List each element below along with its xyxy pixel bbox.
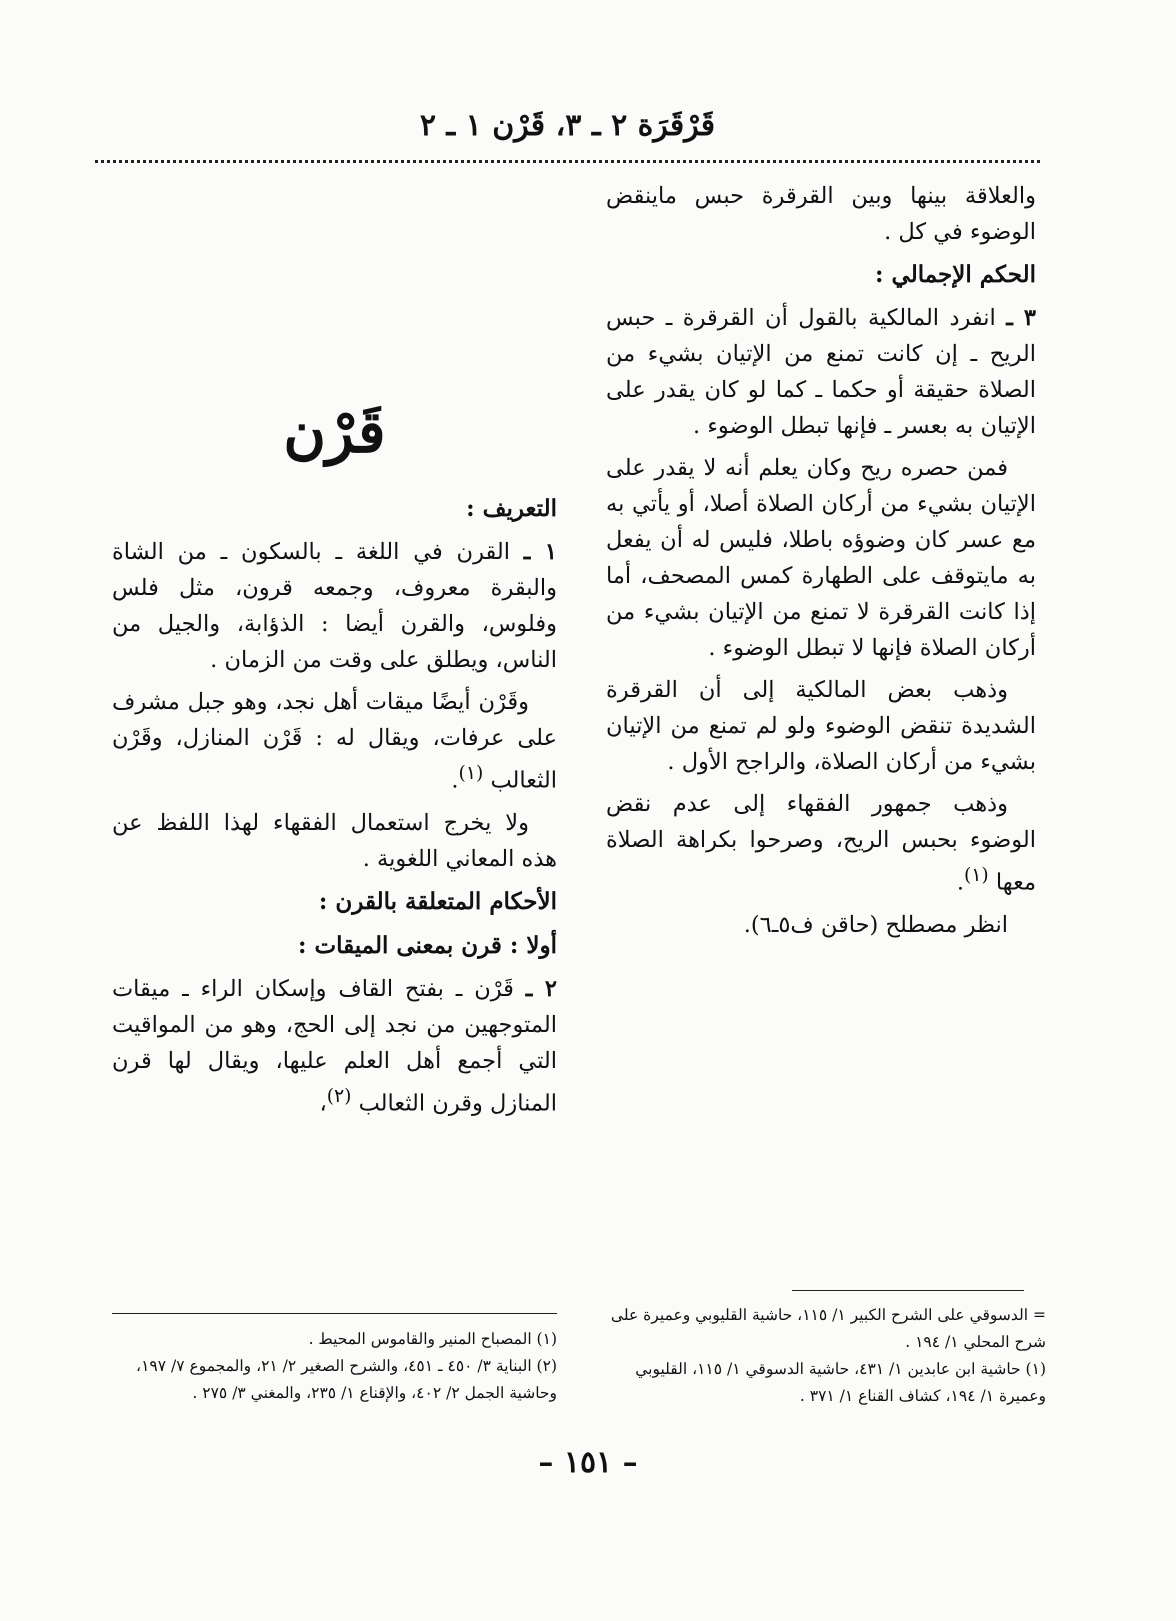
- paragraph: [112, 534, 557, 678]
- page-number: – ١٥١ –: [538, 1445, 638, 1480]
- paragraph: فمن حصره ريح وكان يعلم أنه لا يقدر على الإتيان بشيء من أركان الصلاة أصلا، أو يأتي به مع عسر كان وضوؤه باطلا، فليس له أن يفعل به مايتوقف على الطهارة كمس المصحف، أما إذا كانت القرقرة لا تمنع من الإتيان بشيء من أركان الصلاة فإنها لا تبطل الوضوء .: [606, 455, 1036, 661]
- footnote: (١) حاشية ابن عابدين ١/ ٤٣١، حاشية الدسوقي ١/ ١١٥، القليوبي وعميرة ١/ ١٩٤، كشاف القناع ١/ ٣٧١ .: [635, 1360, 1046, 1405]
- paragraph: انظر مصطلح (حاقن ف٥ـ٦).: [743, 911, 1008, 938]
- section-heading: التعريف :: [466, 495, 557, 522]
- subsection-heading: أولا : قرن بمعنى الميقات :: [297, 931, 557, 959]
- paragraph: ولا يخرج استعمال الفقهاء لهذا اللفظ عن هذه المعاني اللغوية .: [112, 809, 557, 872]
- header-dotted-rule: [95, 160, 1040, 163]
- running-header: قَرْقَرَة ٢ ـ ٣، قَرْن ١ ـ ٢: [419, 108, 716, 143]
- paragraph-text: وقَرْن أيضًا ميقات أهل نجد، وهو جبل مشرف على عرفات، ويقال له : قَرْن المنازل، وقَرْن الثعالب: [112, 689, 557, 794]
- paragraph: وقَرْن أيضًا ميقات أهل نجد، وهو جبل مشرف على عرفات، ويقال له : قَرْن المنازل، وقَرْن الثعالب $^{(١)}$.: [112, 689, 557, 794]
- paragraph-number: ٢ ـ: [525, 975, 557, 1002]
- paragraph-text: القرن في اللغة ـ بالسكون ـ من الشاة والبقرة معروف، وجمعه قرون، مثل فلس وفلوس، والقرن أيضا : الذؤابة، والجيل من الناس، ويطلق على وقت من الزمان .: [112, 539, 557, 673]
- footnote-divider: [112, 1313, 557, 1314]
- paragraph: والعلاقة بينها وبين القرقرة حبس ماينقض الوضوء في كل .: [606, 183, 1036, 245]
- footnote: (١) المصباح المنير والقاموس المحيط .: [308, 1330, 557, 1348]
- footnotes-right: [606, 1302, 1046, 1410]
- footnote-reference: (٢): [326, 1085, 352, 1107]
- footnotes-left: [130, 1326, 557, 1407]
- paragraph-text: انفرد المالكية بالقول أن القرقرة ـ حبس الريح ـ إن كانت تمنع من الإتيان بشيء من الصلاة حقيقة أو حكما ـ كما لو كان يقدر على الإتيان به بعسر ـ فإنها تبطل الوضوء .: [606, 305, 1036, 439]
- paragraph: [606, 300, 1036, 444]
- footnote: (٢) البناية ٣/ ٤٥٠ ـ ٤٥١، والشرح الصغير ٢/ ٢١، والمجموع ٧/ ١٩٧، وحاشية الجمل ٢/ ٤٠٢، والإقناع ١/ ٢٣٥، والمغني ٣/ ٢٧٥ .: [136, 1357, 557, 1402]
- continuation-marker: =: [1033, 1306, 1046, 1324]
- paragraph-text: وذهب جمهور الفقهاء إلى عدم نقض الوضوء بحبس الريح، وصرحوا بكراهة الصلاة معها: [606, 791, 1036, 896]
- footnote-divider: [792, 1290, 1024, 1291]
- footnote-text: الدسوقي على الشرح الكبير ١/ ١١٥، حاشية القليوبي وعميرة على شرح المحلي ١/ ١٩٤ .: [610, 1306, 1046, 1351]
- paragraph: وذهب جمهور الفقهاء إلى عدم نقض الوضوء بحبس الريح، وصرحوا بكراهة الصلاة معها $^{(١)}$.: [606, 791, 1036, 896]
- section-heading: الحكم الإجمالي :: [875, 261, 1036, 288]
- paragraph-number: ٣ ـ: [1006, 305, 1036, 331]
- paragraph-number: ١ ـ: [523, 539, 557, 565]
- footnote-reference: (١): [458, 763, 484, 784]
- entry-title: قَرْن: [283, 398, 386, 466]
- footnote-continuation: [606, 1302, 1046, 1356]
- section-heading: الأحكام المتعلقة بالقرن :: [318, 887, 557, 915]
- left-column: [112, 392, 557, 1127]
- footnote-reference: (١): [963, 865, 989, 886]
- paragraph: وذهب بعض المالكية إلى أن القرقرة الشديدة تنقض الوضوء ولو لم تمنع من الإتيان بشيء من أركان الصلاة، والراجح الأول .: [606, 677, 1036, 775]
- right-column: [606, 178, 1036, 949]
- paragraph-text: قَرْن ـ بفتح القاف وإسكان الراء ـ ميقات المتوجهين من نجد إلى الحج، وهو من المواقيت التي أجمع أهل العلم عليها، ويقال لها قرن المنازل وقرن الثعالب: [112, 975, 557, 1116]
- paragraph: ٢ ـ قَرْن ـ بفتح القاف وإسكان الراء ـ ميقات المتوجهين من نجد إلى الحج، وهو من المواقيت التي أجمع أهل العلم عليها، ويقال لها قرن المنازل وقرن الثعالب $^{(٢)}$،: [112, 975, 557, 1116]
